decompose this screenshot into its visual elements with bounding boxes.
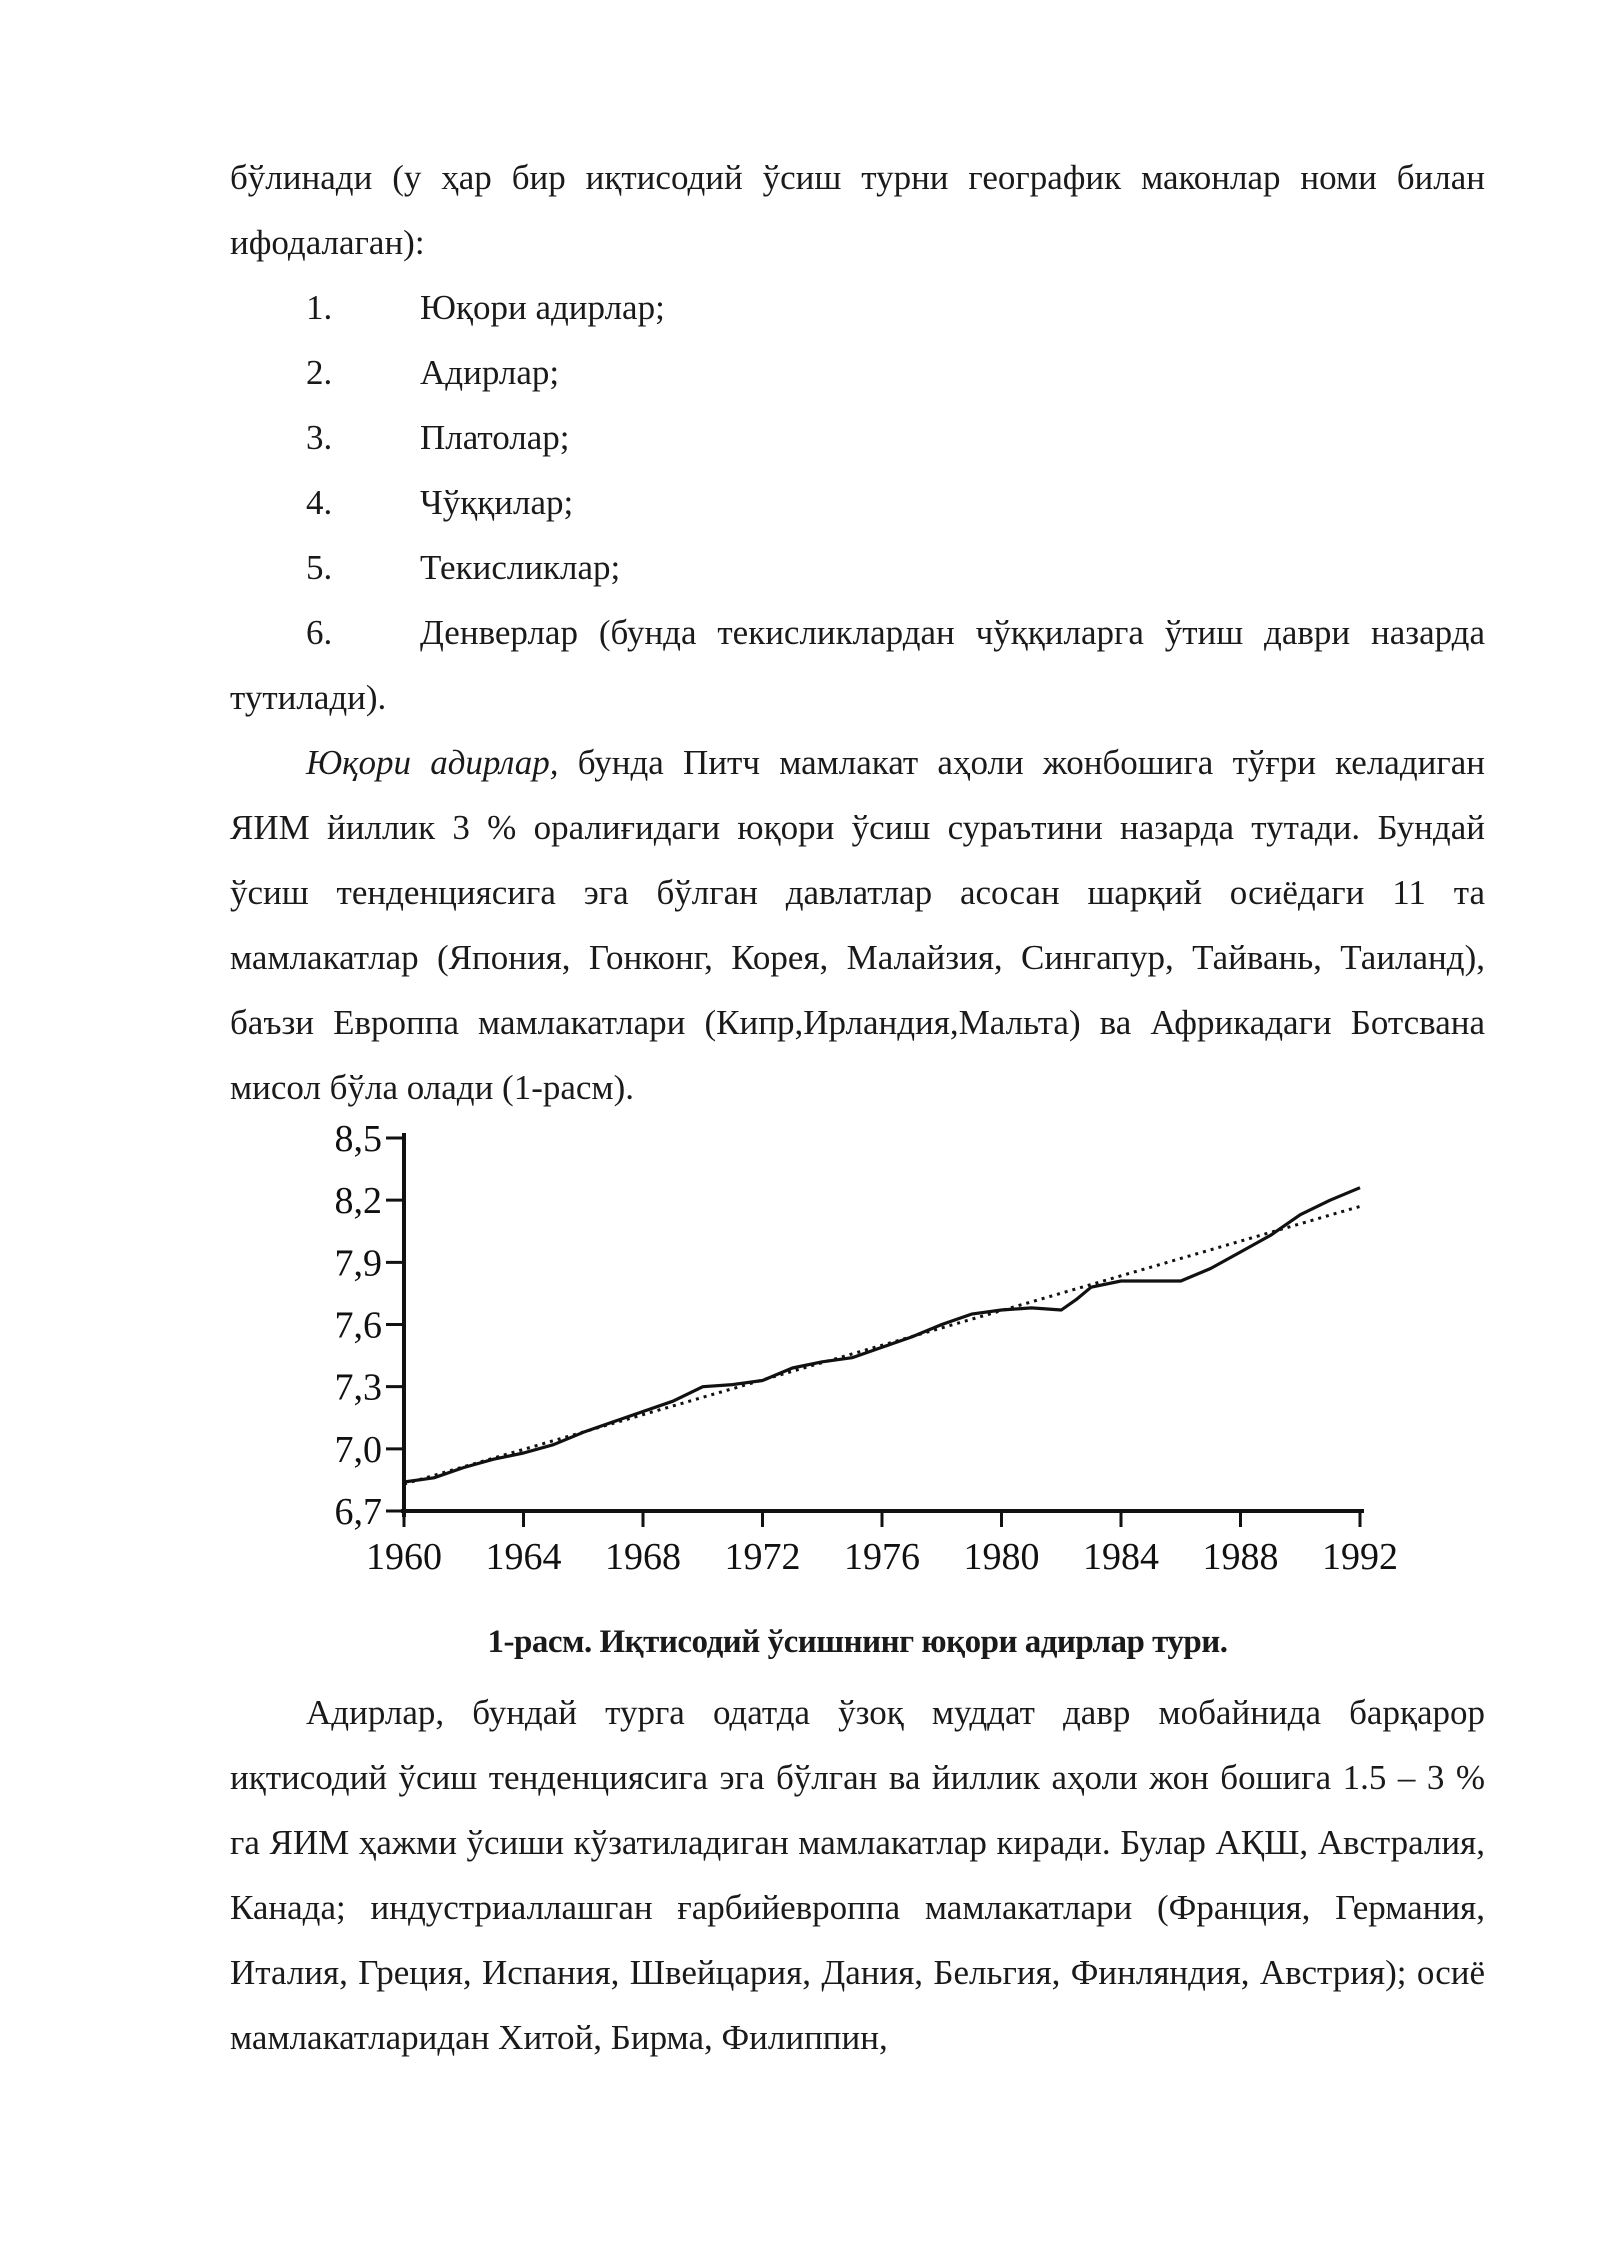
y-tick-label: 7,6 xyxy=(334,1304,382,1347)
x-tick-label: 1960 xyxy=(366,1536,442,1578)
list-number: 5. xyxy=(306,548,333,587)
italic-term: Юқори адирлар, xyxy=(306,743,559,782)
list-item xyxy=(230,405,1485,470)
x-tick-label: 1972 xyxy=(724,1536,801,1578)
y-tick-label: 7,0 xyxy=(334,1428,382,1471)
y-tick-label: 7,9 xyxy=(334,1242,382,1285)
list-text: Юқори адирлар; xyxy=(420,288,665,327)
top-paragraph xyxy=(230,145,1485,275)
list-text: Текисликлар; xyxy=(420,548,621,587)
list-text: Платолар; xyxy=(420,418,570,457)
y-tick-label: 8,5 xyxy=(334,1118,382,1160)
list-text: Денверлар (бунда текисликлардан чўққиларга ўтиш даври назарда xyxy=(420,613,1485,652)
x-tick-label: 1988 xyxy=(1202,1536,1279,1578)
y-tick-label: 7,3 xyxy=(334,1366,382,1409)
list-item xyxy=(230,275,1485,340)
gdp-series-line xyxy=(404,1188,1360,1482)
list-item-continuation: тутилади). xyxy=(230,678,387,717)
x-tick-label: 1968 xyxy=(605,1536,681,1578)
list-item xyxy=(230,600,1485,665)
figure-caption: 1-расм. Иқтисодий ўсишнинг юқори адирлар тури. xyxy=(487,1624,1228,1660)
x-tick-label: 1992 xyxy=(1322,1536,1398,1578)
list-text: Чўққилар; xyxy=(420,483,574,522)
x-tick-label: 1976 xyxy=(844,1536,920,1578)
list-number: 6. xyxy=(306,613,333,652)
list-number: 4. xyxy=(306,483,333,522)
list-number: 2. xyxy=(306,353,333,392)
y-tick-label: 6,7 xyxy=(334,1491,382,1533)
paragraph-line: бўлинади (у ҳар бир иқтисодий ўсиш турни географик маконлар номи билан xyxy=(230,158,1485,197)
x-tick-label: 1980 xyxy=(963,1536,1040,1578)
y-tick-label: 8,2 xyxy=(334,1180,382,1223)
paragraph-text: бунда Питч мамлакат аҳоли жонбошига тўғри келадиган ЯИМ йиллик 3 % оралиғидаги юқори ўсиш сураътини назарда тутади. Бундай ўсиш тенденциясига эга бўлган давлатлар асосан шарқий осиёдаги 11 та мамлакатлар (Япония, Гонконг, Корея, Малайзия, Сингапур, Тайвань, Таиланд), баъзи Европпа мамлакатлари (Кипр,Ирландия,Мальта) ва Африкадаги Ботсвана мисол бўла олади (1-расм). xyxy=(230,743,1486,1107)
list-item xyxy=(230,535,1485,600)
list-number: 3. xyxy=(306,418,333,457)
paragraph-high-hills xyxy=(230,730,1485,1120)
paragraph-line: ифодалаган): xyxy=(230,223,425,262)
x-tick-label: 1984 xyxy=(1083,1536,1159,1578)
x-tick-label: 1964 xyxy=(485,1536,562,1578)
list-item xyxy=(230,340,1485,405)
gdp-line-chart xyxy=(280,1108,1430,1608)
list-number: 1. xyxy=(306,288,333,327)
numbered-list xyxy=(230,275,1485,730)
paragraph-text: Адирлар, бундай турга одатда ўзоқ муддат давр мобайнида барқарор иқтисодий ўсиш тенденциясига эга бўлган ва йиллик аҳоли жон бошига 1.5 – 3 % га ЯИМ ҳажми ўсиши кўзатиладиган мамлакатлар киради. Булар АҚШ, Австралия, Канада; индустриаллашган ғарбийевроппа мамлакатлари (Франция, Германия, Италия, Греция, Испания, Швейцария, Дания, Бельгия, Финляндия, Австрия); осиё мамлакатларидан Хитой, Бирма, Филиппин, xyxy=(230,1693,1485,2057)
paragraph-hills xyxy=(230,1680,1485,2070)
list-item xyxy=(230,470,1485,535)
list-text: Адирлар; xyxy=(420,353,560,392)
trend-line xyxy=(404,1206,1360,1484)
